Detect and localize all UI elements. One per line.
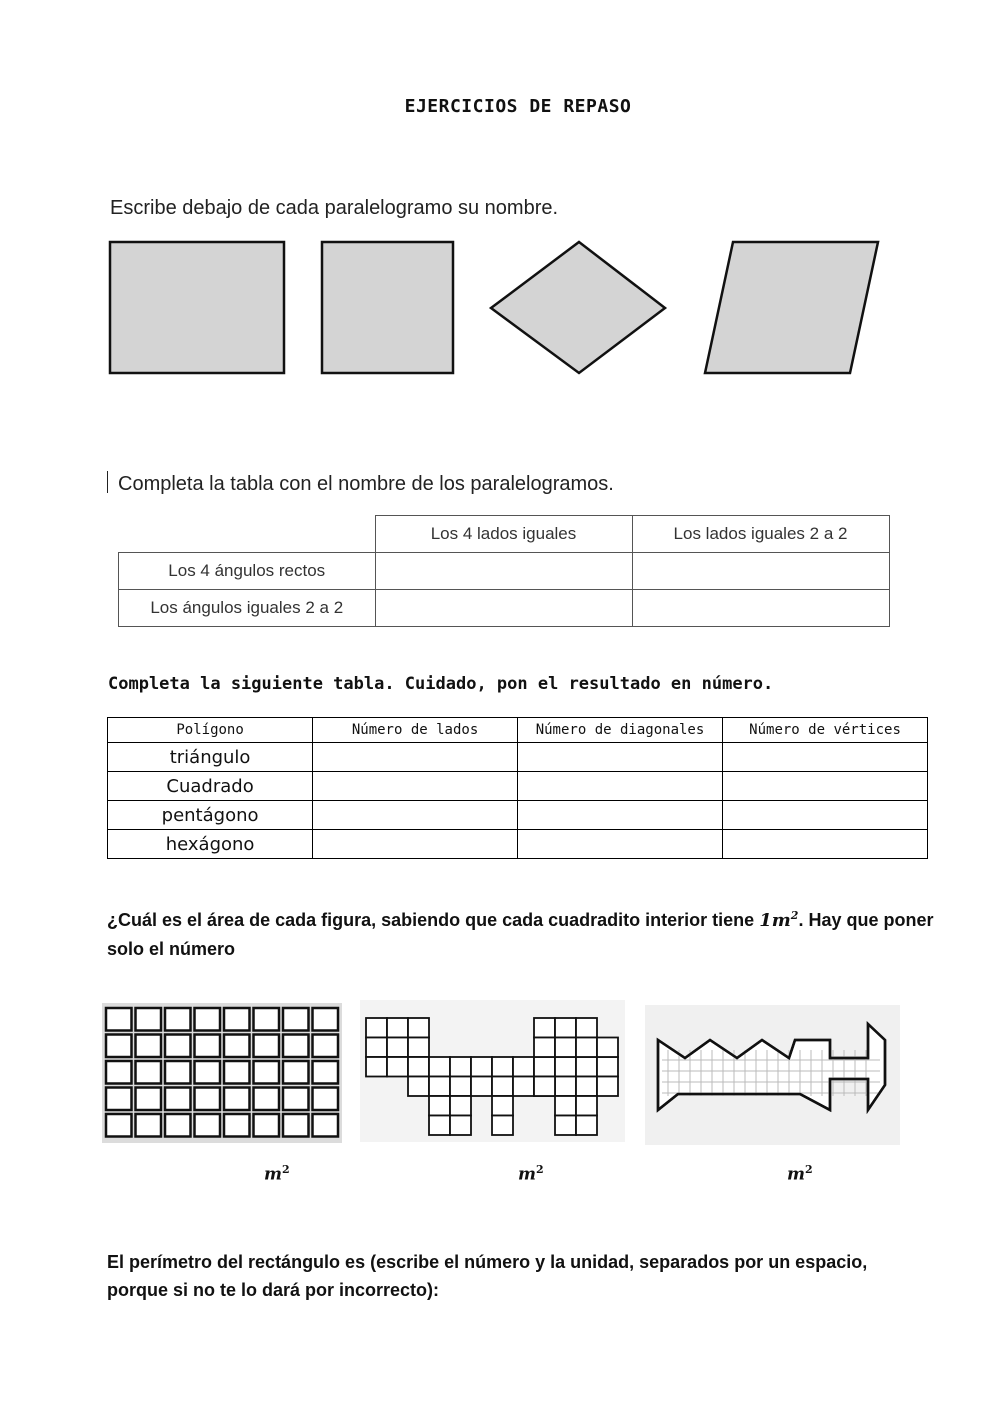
grid-cell: [165, 1088, 191, 1111]
grid-cell: [165, 1061, 191, 1084]
answer-cell[interactable]: [723, 772, 928, 801]
grid-cell: [366, 1057, 387, 1077]
answer-cell[interactable]: [517, 830, 722, 859]
margin-bar: [107, 471, 108, 493]
polygon-table: [107, 717, 928, 859]
grid-cell: [576, 1116, 597, 1136]
grid-cell: [534, 1018, 555, 1038]
unit-label: $m^2$: [518, 1163, 544, 1185]
grid-cell: [450, 1057, 471, 1077]
grid-cell: [254, 1061, 280, 1084]
grid-cell: [492, 1116, 513, 1136]
grid-cell: [283, 1035, 309, 1058]
grid-cell: [408, 1038, 429, 1058]
grid-cell: [450, 1116, 471, 1136]
parallelogram-shapes: [110, 242, 878, 373]
grid-cell: [283, 1061, 309, 1084]
grid-cell: [106, 1035, 132, 1058]
answer-cell[interactable]: [517, 743, 722, 772]
col-header: Los lados iguales 2 a 2: [632, 516, 889, 553]
grid-cell: [224, 1008, 250, 1031]
grid-cell: [106, 1008, 132, 1031]
grid-cell: [283, 1088, 309, 1111]
grid-cell: [313, 1035, 339, 1058]
grid-cell: [555, 1038, 576, 1058]
header-cell: Polígono: [108, 718, 313, 743]
grid-cell: [106, 1088, 132, 1111]
grid-cell: [576, 1057, 597, 1077]
grid-cell: [254, 1008, 280, 1031]
grid-cell: [313, 1114, 339, 1137]
polygon-name: triángulo: [108, 743, 313, 772]
grid-cell: [576, 1077, 597, 1097]
area-instruction-text-end: . Hay que poner solo el número: [107, 910, 934, 959]
grid-cell: [492, 1077, 513, 1097]
grid-cell: [106, 1114, 132, 1137]
answer-cell[interactable]: [313, 743, 518, 772]
unit-label: $m^2$: [787, 1163, 813, 1185]
grid-cell: [429, 1077, 450, 1097]
grid-cell: [283, 1008, 309, 1031]
area-instruction: [107, 902, 937, 963]
grid-cell: [195, 1114, 221, 1137]
grid-cell: [513, 1077, 534, 1097]
grid-cell: [597, 1038, 618, 1058]
unit-label: $m^2$: [264, 1163, 290, 1185]
grid-cell: [450, 1077, 471, 1097]
grid-cell: [534, 1038, 555, 1058]
grid-cell: [313, 1061, 339, 1084]
page-title: EJERCICIOS DE REPASO: [404, 96, 632, 117]
grid-cell: [492, 1096, 513, 1116]
empty-corner-cell: [119, 516, 376, 553]
header-cell: Número de diagonales: [517, 718, 722, 743]
grid-cell: [429, 1096, 450, 1116]
grid-cell: [555, 1096, 576, 1116]
rhomboid-shape: [705, 242, 878, 373]
answer-cell[interactable]: [723, 743, 928, 772]
grid-cell: [106, 1061, 132, 1084]
grid-cell: [534, 1077, 555, 1097]
answer-cell[interactable]: [723, 801, 928, 830]
answer-cell[interactable]: [375, 590, 632, 627]
parallelogram-table: [118, 515, 890, 627]
grid-cell: [165, 1008, 191, 1031]
grid-cell: [224, 1035, 250, 1058]
grid-cell: [555, 1077, 576, 1097]
answer-cell[interactable]: [313, 772, 518, 801]
grid-cell: [387, 1038, 408, 1058]
grid-cell: [429, 1057, 450, 1077]
grid-cell: [254, 1088, 280, 1111]
grid-cell: [408, 1057, 429, 1077]
grid-cell: [555, 1116, 576, 1136]
area-figure-zigzag-shape: [645, 1005, 900, 1145]
grid-cell: [471, 1057, 492, 1077]
grid-cell: [195, 1008, 221, 1031]
grid-cell: [283, 1114, 309, 1137]
grid-cell: [136, 1008, 162, 1031]
grid-cell: [408, 1018, 429, 1038]
polygon-name: Cuadrado: [108, 772, 313, 801]
grid-cell: [576, 1096, 597, 1116]
grid-cell: [597, 1077, 618, 1097]
area-figure-irregular-grid: [360, 1000, 625, 1142]
answer-cell[interactable]: [313, 801, 518, 830]
table-instruction: Completa la tabla con el nombre de los paralelogramos.: [118, 473, 614, 495]
grid-cell: [366, 1018, 387, 1038]
answer-cell[interactable]: [375, 553, 632, 590]
grid-cell: [366, 1038, 387, 1058]
grid-cell: [136, 1035, 162, 1058]
area-figure-rectangle-grid: [102, 1003, 342, 1143]
grid-cell: [195, 1061, 221, 1084]
answer-cell[interactable]: [517, 772, 722, 801]
answer-cell[interactable]: [632, 553, 889, 590]
grid-cell: [136, 1061, 162, 1084]
grid-cell: [224, 1114, 250, 1137]
grid-cell: [513, 1057, 534, 1077]
answer-cell[interactable]: [723, 830, 928, 859]
answer-cell[interactable]: [313, 830, 518, 859]
perimeter-instruction: El perímetro del rectángulo es (escribe el número y la unidad, separados por un espacio, porque si no te lo dará por incorrecto):: [107, 1252, 868, 1300]
rectangle-shape: [110, 242, 284, 373]
grid-cell: [136, 1114, 162, 1137]
grid-cell: [534, 1057, 555, 1077]
grid-cell: [471, 1077, 492, 1097]
parallelogram-instruction: Escribe debajo de cada paralelogramo su nombre.: [110, 197, 559, 219]
grid-cell: [576, 1018, 597, 1038]
answer-cell[interactable]: [517, 801, 722, 830]
grid-cell: [429, 1116, 450, 1136]
grid-cell: [555, 1057, 576, 1077]
area-instruction-text: ¿Cuál es el área de cada figura, sabiendo que cada cuadradito interior tiene: [107, 910, 760, 930]
grid-cell: [195, 1088, 221, 1111]
row-header: Los 4 ángulos rectos: [119, 553, 376, 590]
row-header: Los ángulos iguales 2 a 2: [119, 590, 376, 627]
grid-cell: [576, 1038, 597, 1058]
grid-cell: [165, 1114, 191, 1137]
col-header: Los 4 lados iguales: [375, 516, 632, 553]
grid-cell: [492, 1057, 513, 1077]
grid-cell: [224, 1061, 250, 1084]
polygon-name: pentágono: [108, 801, 313, 830]
grid-cell: [165, 1035, 191, 1058]
grid-cell: [254, 1114, 280, 1137]
square-shape: [322, 242, 453, 373]
grid-cell: [224, 1088, 250, 1111]
grid-cell: [450, 1096, 471, 1116]
grid-cell: [408, 1077, 429, 1097]
grid-cell: [254, 1035, 280, 1058]
header-cell: Número de vértices: [723, 718, 928, 743]
grid-cell: [195, 1035, 221, 1058]
header-cell: Número de lados: [313, 718, 518, 743]
grid-cell: [555, 1018, 576, 1038]
grid-cell: [313, 1088, 339, 1111]
unit-math: $1m^2$: [759, 909, 799, 931]
grid-cell: [313, 1008, 339, 1031]
grid-cell: [136, 1088, 162, 1111]
grid-cell: [387, 1018, 408, 1038]
polygon-name: hexágono: [108, 830, 313, 859]
polygon-instruction: Completa la siguiente tabla. Cuidado, pon el resultado en número.: [108, 674, 774, 694]
rhombus-shape: [491, 242, 665, 373]
answer-cell[interactable]: [632, 590, 889, 627]
grid-cell: [387, 1057, 408, 1077]
grid-cell: [597, 1057, 618, 1077]
